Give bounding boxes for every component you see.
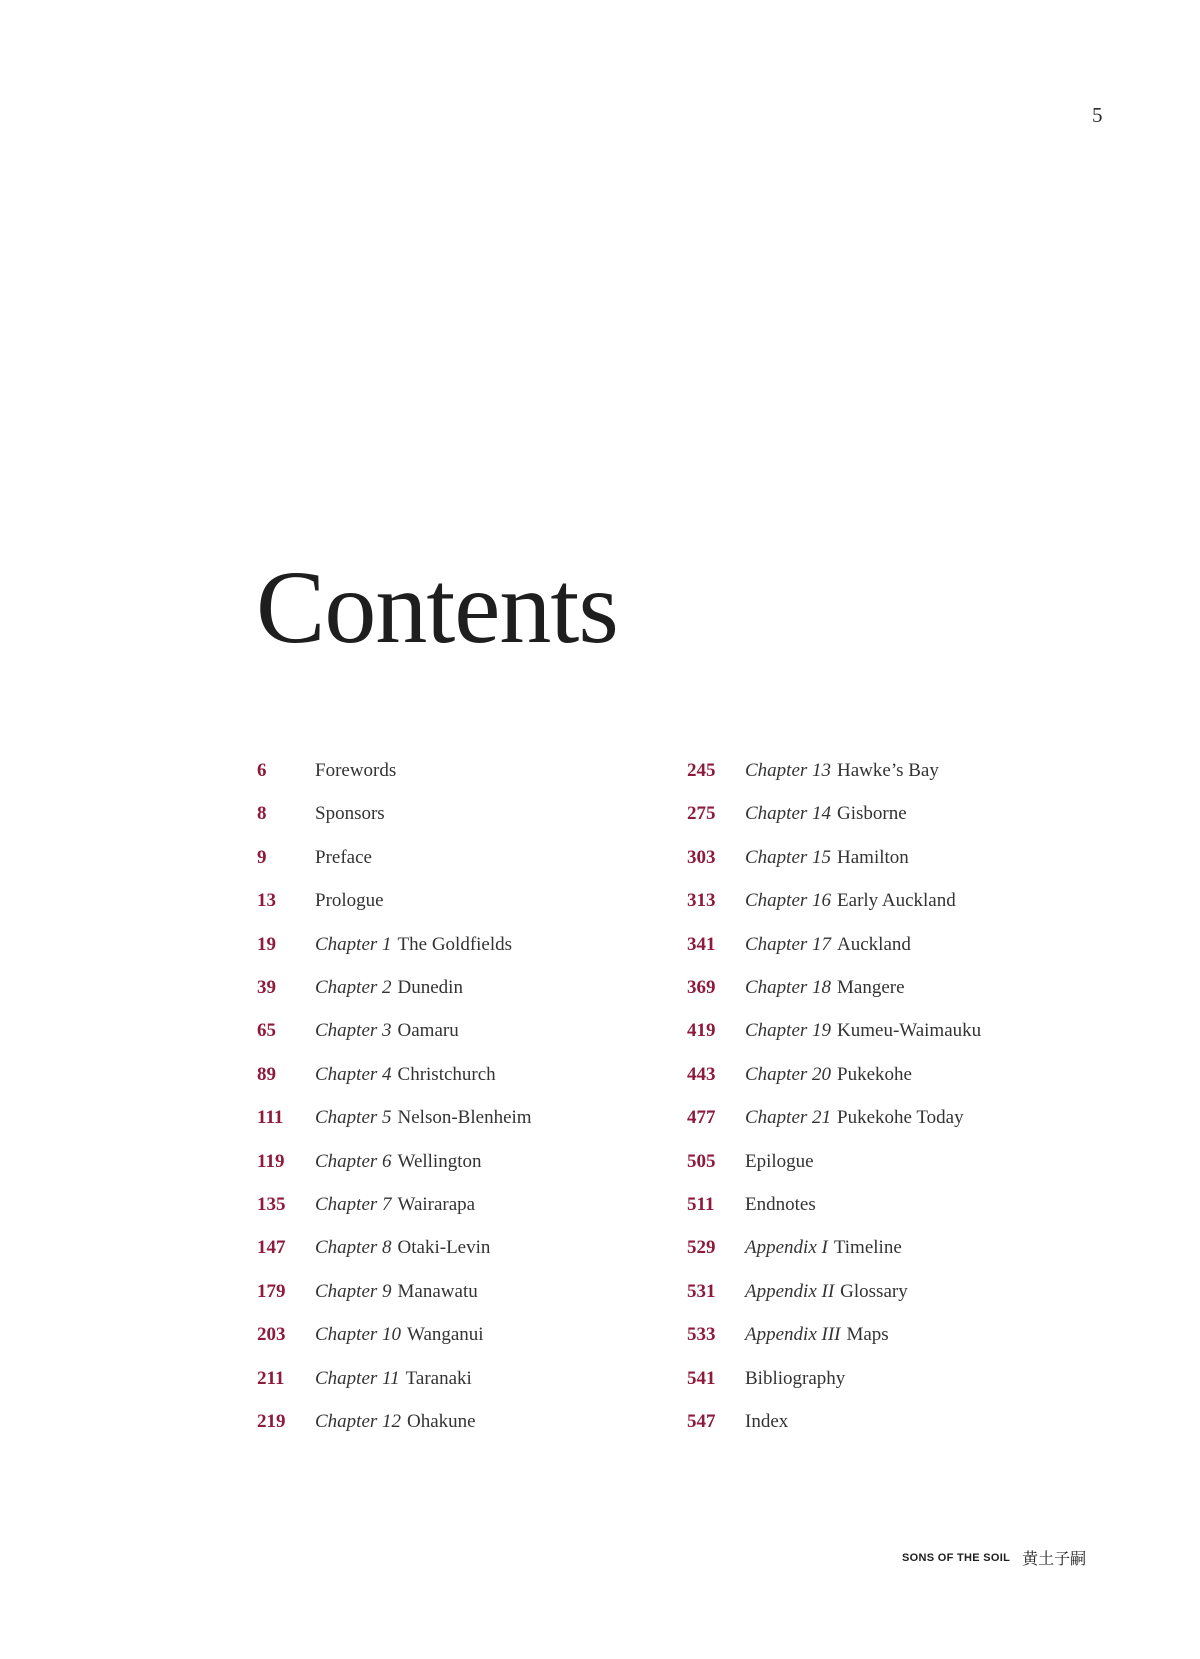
toc-page-number: 6	[257, 760, 267, 781]
toc-entry-text	[745, 1103, 964, 1133]
toc-entry-text	[745, 1233, 902, 1263]
toc-entry-text	[315, 1060, 496, 1090]
toc-title: Taranaki	[405, 1367, 472, 1389]
toc-title: Maps	[846, 1324, 889, 1346]
toc-entry-text	[745, 843, 909, 873]
toc-title: Pukekohe	[837, 1063, 912, 1085]
toc-entry-text	[315, 1147, 482, 1177]
toc-entry-text	[315, 1364, 472, 1394]
toc-chapter-label: Chapter 15	[745, 846, 832, 868]
toc-page-number: 443	[687, 1063, 716, 1085]
toc-title: Wairarapa	[397, 1194, 476, 1215]
footer-chinese-title: 黄土子嗣	[1022, 1549, 1087, 1568]
toc-title: Hawke’s Bay	[837, 760, 939, 781]
toc-chapter-label: Chapter 14	[745, 803, 832, 825]
toc-entry-text	[315, 973, 463, 1003]
toc-title: Kumeu-Waimauku	[837, 1020, 982, 1042]
toc-entry-text	[745, 1060, 912, 1090]
running-footer	[902, 1546, 1086, 1569]
toc-title: Wanganui	[407, 1324, 484, 1346]
toc-title: Index	[745, 1411, 789, 1432]
toc-chapter-label: Appendix III	[745, 1324, 841, 1346]
toc-entry-text	[745, 886, 956, 916]
toc-title: Endnotes	[745, 1194, 816, 1215]
toc-entry-text	[745, 756, 939, 786]
toc-page-number: 313	[687, 890, 716, 912]
toc-chapter-label: Chapter 17	[745, 933, 832, 955]
toc-title: Sponsors	[315, 803, 385, 825]
toc-chapter-label: Chapter 10	[315, 1324, 402, 1346]
toc-page-number: 303	[687, 846, 716, 868]
toc-entry-text	[745, 799, 907, 829]
toc-page-number: 529	[687, 1237, 716, 1259]
toc-chapter-label: Chapter 7	[315, 1194, 392, 1215]
toc-title: Nelson-Blenheim	[397, 1107, 532, 1129]
toc-entry-text	[315, 1016, 459, 1046]
toc-page-number: 419	[687, 1020, 716, 1042]
toc-page-number: 477	[687, 1107, 716, 1129]
toc-page-number: 275	[687, 803, 716, 825]
toc-page-number: 8	[257, 803, 267, 825]
toc-title: Prologue	[315, 890, 384, 912]
toc-title: Forewords	[315, 760, 397, 781]
toc-chapter-label: Chapter 4	[315, 1063, 392, 1085]
toc-title: Early Auckland	[837, 890, 956, 912]
toc-chapter-label: Chapter 3	[315, 1020, 392, 1042]
toc-page-number: 341	[687, 933, 716, 955]
toc-entry-text	[745, 973, 905, 1003]
toc-chapter-label: Chapter 19	[745, 1020, 832, 1042]
toc-entry-text	[745, 930, 911, 960]
toc-page-number: 219	[257, 1411, 286, 1432]
toc-title: Auckland	[837, 933, 911, 955]
toc-entry-text	[745, 1190, 816, 1220]
toc-entry-text	[315, 1233, 490, 1263]
toc-title: Dunedin	[397, 977, 463, 998]
toc-page-number: 179	[257, 1280, 286, 1302]
toc-entry-text	[315, 1190, 475, 1220]
toc-entry-text	[315, 799, 385, 829]
toc-chapter-label: Appendix I	[745, 1237, 828, 1259]
toc-chapter-label: Chapter 13	[745, 760, 832, 781]
toc-page-number: 369	[687, 977, 716, 998]
footer-book-title: SONS OF THE SOIL	[902, 1551, 1011, 1564]
toc-title: Gisborne	[837, 803, 907, 825]
toc-chapter-label: Chapter 12	[315, 1411, 402, 1432]
toc-title: Timeline	[833, 1237, 902, 1259]
toc-title: Pukekohe Today	[837, 1107, 964, 1129]
toc-chapter-label: Chapter 1	[315, 933, 392, 955]
toc-entry-text	[315, 1277, 478, 1307]
toc-page-number: 39	[257, 977, 276, 998]
toc-chapter-label: Chapter 21	[745, 1107, 832, 1129]
toc-entry-text	[745, 1320, 889, 1350]
toc-entry-text	[745, 1016, 981, 1046]
toc-page-number: 135	[257, 1194, 286, 1215]
toc-chapter-label: Chapter 18	[745, 977, 832, 998]
toc-entry-text	[315, 1103, 532, 1133]
page-title: Contents	[256, 550, 618, 665]
toc-page-number: 111	[257, 1107, 284, 1129]
toc-entry-text	[315, 843, 372, 873]
toc-entry-text	[315, 1320, 484, 1350]
toc-page-number: 13	[257, 890, 276, 912]
toc-entry-text	[315, 930, 512, 960]
toc-page-number: 203	[257, 1324, 286, 1346]
toc-title: Oamaru	[397, 1020, 459, 1042]
toc-page-number: 119	[257, 1150, 285, 1172]
toc-entry-text	[745, 1277, 908, 1307]
toc-page-number: 533	[687, 1324, 716, 1346]
toc-chapter-label: Appendix II	[745, 1280, 835, 1302]
toc-chapter-label: Chapter 2	[315, 977, 392, 998]
toc-page-number: 65	[257, 1020, 276, 1042]
toc-page-number: 89	[257, 1063, 276, 1085]
toc-chapter-label: Chapter 5	[315, 1107, 392, 1129]
toc-page-number: 547	[687, 1411, 716, 1432]
toc-page-number: 245	[687, 760, 716, 781]
toc-page-number: 531	[687, 1280, 716, 1302]
toc-title: Ohakune	[407, 1411, 476, 1432]
toc-chapter-label: Chapter 20	[745, 1063, 832, 1085]
toc-entry-text	[315, 756, 396, 786]
toc-chapter-label: Chapter 11	[315, 1367, 400, 1389]
toc-page-number: 147	[257, 1237, 286, 1259]
toc-chapter-label: Chapter 9	[315, 1280, 392, 1302]
toc-title: Christchurch	[397, 1063, 496, 1085]
toc-entry-text	[745, 1407, 788, 1437]
toc-chapter-label: Chapter 6	[315, 1150, 392, 1172]
toc-title: Preface	[315, 846, 372, 868]
toc-chapter-label: Chapter 16	[745, 890, 832, 912]
toc-chapter-label: Chapter 8	[315, 1237, 392, 1259]
toc-page-number: 541	[687, 1367, 716, 1389]
toc-page-number: 211	[257, 1367, 285, 1389]
toc-entry-text	[745, 1147, 814, 1177]
toc-page-number: 19	[257, 933, 276, 955]
toc-title: Hamilton	[837, 846, 909, 868]
page-number: 5	[1092, 103, 1103, 127]
toc-page-number: 511	[687, 1194, 715, 1215]
toc-title: Glossary	[840, 1280, 908, 1302]
toc-page-number: 9	[257, 846, 267, 868]
toc-entry-text	[315, 886, 384, 916]
toc-title: Manawatu	[397, 1280, 478, 1302]
toc-page-number: 505	[687, 1150, 716, 1172]
toc-title: Wellington	[397, 1150, 482, 1172]
toc-entry-text	[315, 1407, 476, 1437]
toc-title: Mangere	[837, 977, 905, 998]
toc-title: Otaki-Levin	[397, 1237, 491, 1259]
toc-title: Epilogue	[745, 1150, 814, 1172]
toc-title: The Goldfields	[397, 933, 513, 955]
toc-entry-text	[745, 1364, 845, 1394]
toc-title: Bibliography	[745, 1367, 846, 1389]
